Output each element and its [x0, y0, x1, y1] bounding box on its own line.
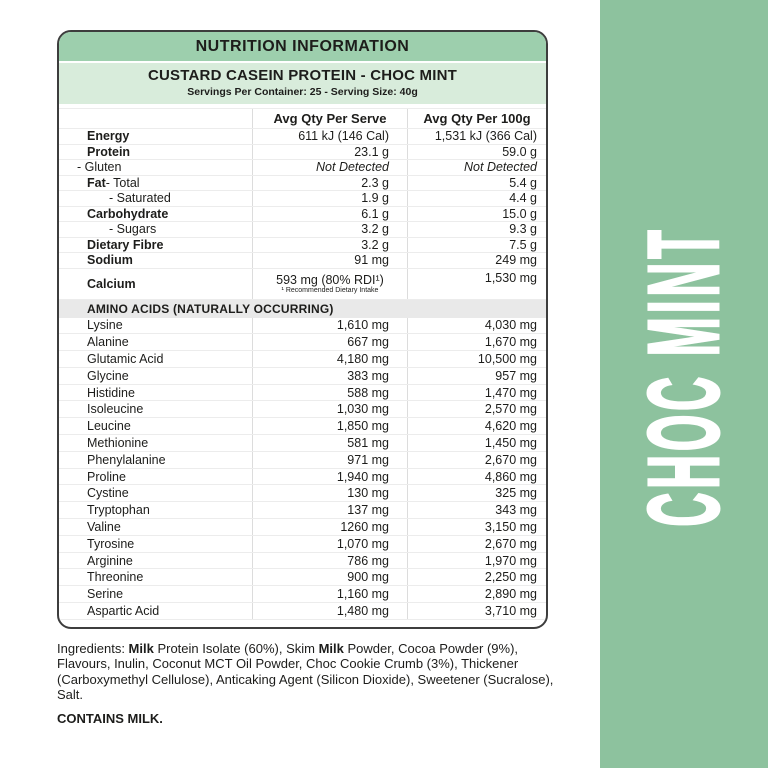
per-serve-value: 137 mg [252, 502, 408, 518]
amino-acid-label: Lysine [87, 318, 123, 333]
table-row [59, 586, 546, 603]
per-serve-value: 6.1 g [252, 207, 408, 222]
panel-title: NUTRITION INFORMATION [195, 37, 410, 55]
per-serve-value: 130 mg [252, 485, 408, 501]
nutrient-label: Dietary Fibre [87, 237, 164, 252]
per-serve-value: 383 mg [252, 368, 408, 384]
table-row [59, 318, 546, 335]
amino-acid-rows [59, 318, 546, 620]
per-100g-value: 7.5 g [509, 237, 537, 252]
product-name: CUSTARD CASEIN PROTEIN - CHOC MINT [147, 67, 458, 84]
table-row [59, 368, 546, 385]
per-100g-value: 15.0 g [502, 206, 537, 221]
panel-title-band [59, 32, 546, 61]
amino-acid-label: Cystine [87, 486, 129, 501]
amino-acid-label: Leucine [87, 419, 131, 434]
ingredients-paragraph: Ingredients: Milk Protein Isolate (60%), Skim Milk Powder, Cocoa Powder (9%), Flavours, Inulin, Coconut MCT Oil Powder, Choc Cookie Crumb (3%), Thickener (Carboxymethyl Cellulose), Anticaking Agent (Silicon Dioxide), Sweetener (Sucralose), Salt. [57, 641, 554, 703]
per-serve-value: 91 mg [252, 253, 408, 268]
flavour-sidebar [600, 0, 768, 768]
table-row [59, 334, 546, 351]
per-100g-value: 10,500 mg [477, 351, 537, 366]
nutrition-rows [59, 129, 546, 300]
table-row [59, 269, 546, 300]
table-row [59, 485, 546, 502]
table-row [59, 418, 546, 435]
per-100g-value: 325 mg [495, 486, 537, 501]
per-100g-value: 1,670 mg [484, 335, 537, 350]
per-100g-value: 1,970 mg [484, 553, 537, 568]
per-serve-value: 1,480 mg [252, 603, 408, 619]
amino-acid-label: Valine [87, 519, 121, 534]
per-serve-value: 971 mg [252, 452, 408, 468]
table-row [59, 536, 546, 553]
nutrient-label: - Sugars [109, 222, 157, 237]
per-serve-value [252, 269, 408, 299]
nutrition-panel [57, 30, 548, 629]
per-serve-value: 2.3 g [252, 176, 408, 191]
per-serve-value-text: 593 mg (80% RDI¹) [276, 272, 384, 287]
table-row [59, 401, 546, 418]
per-100g-value: 4,030 mg [484, 318, 537, 333]
amino-acid-label: Alanine [87, 335, 129, 350]
nutrient-label: Fat - Total [87, 175, 140, 190]
per-100g-value: 3,710 mg [484, 603, 537, 618]
table-row [59, 469, 546, 486]
per-100g-value: 2,670 mg [484, 536, 537, 551]
per-100g-value: 1,531 kJ (366 Cal) [434, 129, 537, 144]
nutrient-label: Protein [87, 144, 131, 159]
per-100g-value: 4,620 mg [484, 419, 537, 434]
amino-acid-label: Isoleucine [87, 402, 144, 417]
table-row [59, 452, 546, 469]
per-100g-value: 343 mg [495, 503, 537, 518]
table-row [59, 385, 546, 402]
amino-acid-label: Histidine [87, 385, 135, 400]
amino-acid-label: Threonine [87, 570, 144, 585]
per-serve-value: 1.9 g [252, 191, 408, 206]
per-serve-value: 4,180 mg [252, 351, 408, 367]
table-row [59, 569, 546, 586]
per-serve-value: 1,030 mg [252, 401, 408, 417]
per-serve-value: 3.2 g [252, 238, 408, 253]
table-row [59, 502, 546, 519]
per-100g-value: 5.4 g [509, 175, 537, 190]
table-row [59, 222, 546, 238]
table-row [59, 176, 546, 192]
table-row [59, 603, 546, 620]
header-spacer [59, 109, 252, 128]
table-row [59, 435, 546, 452]
per-serve-value: 1260 mg [252, 519, 408, 535]
nutrition-table [59, 108, 546, 620]
amino-acid-label: Aspartic Acid [87, 603, 160, 618]
nutrient-label: - Gluten [77, 160, 122, 175]
footer-text [57, 641, 557, 726]
per-serve-value: 900 mg [252, 569, 408, 585]
nutrient-label: Sodium [87, 253, 133, 268]
table-row [59, 553, 546, 570]
per-serve-value: 611 kJ (146 Cal) [252, 129, 408, 144]
per-serve-value: 786 mg [252, 553, 408, 569]
per-100g-value: 2,670 mg [484, 452, 537, 467]
per-serve-value: 1,850 mg [252, 418, 408, 434]
amino-acid-label: Serine [87, 587, 124, 602]
amino-acid-label: Tyrosine [87, 536, 135, 551]
amino-acid-label: Arginine [87, 553, 133, 568]
product-band [59, 63, 546, 104]
table-row [59, 191, 546, 207]
table-row [59, 351, 546, 368]
table-row [59, 253, 546, 269]
table-header-row [59, 108, 546, 129]
amino-acid-label: Glutamic Acid [87, 351, 164, 366]
flavour-label-vertical: CHOC MINT [627, 225, 740, 527]
rdi-footnote: ¹ Recommended Dietary Intake [281, 286, 379, 294]
per-serve-value: 3.2 g [252, 222, 408, 237]
per-serve-value: 581 mg [252, 435, 408, 451]
table-row [59, 145, 546, 161]
nutrient-label: Energy [87, 129, 130, 144]
per-100g-value: 4.4 g [509, 191, 537, 206]
per-100g-value: 9.3 g [509, 222, 537, 237]
per-100g-value: 3,150 mg [484, 519, 537, 534]
amino-acid-label: Proline [87, 469, 126, 484]
per-serve-value: 23.1 g [252, 145, 408, 160]
nutrient-label: - Saturated [109, 191, 171, 206]
table-row [59, 160, 546, 176]
amino-acid-label: Glycine [87, 368, 129, 383]
table-row [59, 519, 546, 536]
per-100g-value: Not Detected [464, 160, 537, 175]
allergen-statement: CONTAINS MILK. [57, 710, 163, 726]
table-row [59, 238, 546, 254]
amino-acids-section-header: AMINO ACIDS (NATURALLY OCCURRING) [59, 300, 546, 318]
amino-acid-label: Methionine [87, 435, 149, 450]
nutrient-label: Calcium [87, 276, 136, 291]
column-header-per-100g: Avg Qty Per 100g [423, 111, 531, 126]
per-100g-value: 1,470 mg [484, 385, 537, 400]
per-100g-value: 2,570 mg [484, 402, 537, 417]
per-serve-value: 1,070 mg [252, 536, 408, 552]
per-serve-value: 1,940 mg [252, 469, 408, 485]
per-100g-value: 2,250 mg [484, 570, 537, 585]
amino-acid-label: Phenylalanine [87, 452, 166, 467]
per-serve-value: 667 mg [252, 334, 408, 350]
amino-acid-label: Tryptophan [87, 503, 150, 518]
per-100g-value: 957 mg [495, 368, 537, 383]
table-row [59, 207, 546, 223]
per-100g-value: 4,860 mg [484, 469, 537, 484]
column-header-per-serve: Avg Qty Per Serve [252, 109, 408, 128]
nutrient-label: Carbohydrate [87, 206, 169, 221]
per-serve-value: Not Detected [252, 160, 408, 175]
per-100g-value: 59.0 g [502, 144, 537, 159]
table-row [59, 129, 546, 145]
per-serve-value: 588 mg [252, 385, 408, 401]
per-100g-value: 1,530 mg [484, 270, 537, 285]
per-100g-value: 2,890 mg [484, 587, 537, 602]
per-100g-value: 1,450 mg [484, 435, 537, 450]
per-100g-value: 249 mg [495, 253, 537, 268]
per-serve-value: 1,610 mg [252, 318, 408, 334]
servings-info: Servings Per Container: 25 - Serving Size: 40g [187, 86, 418, 98]
per-serve-value: 1,160 mg [252, 586, 408, 602]
